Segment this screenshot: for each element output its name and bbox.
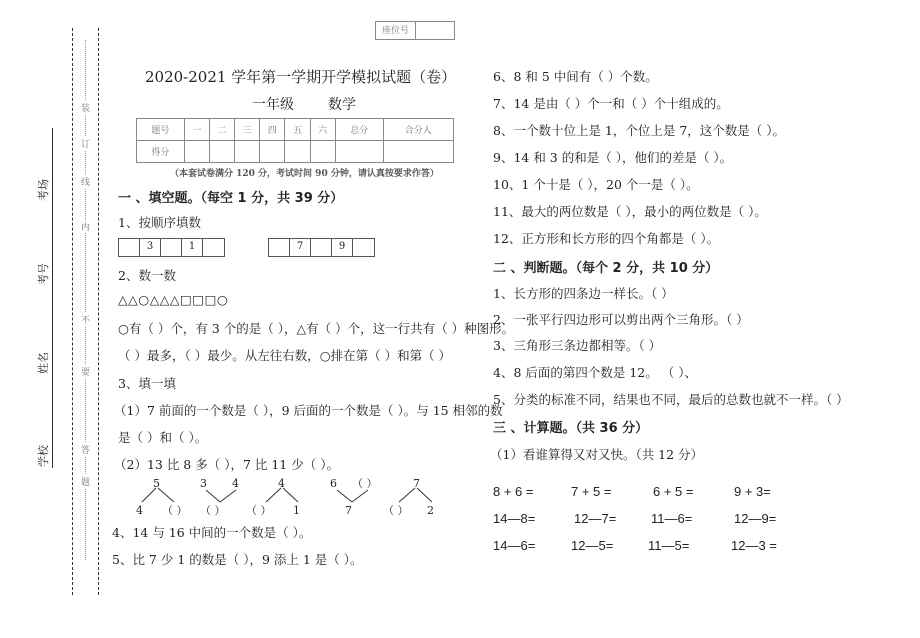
bond-number: 2 xyxy=(427,504,434,517)
header-cell: 四 xyxy=(260,119,285,141)
calc-item: 11—5= xyxy=(648,538,690,553)
field-school: 学校 xyxy=(37,445,50,467)
header-cell: 三 xyxy=(235,119,260,141)
seq-cell: 1 xyxy=(182,239,203,256)
bond-number: 7 xyxy=(345,504,352,517)
q3: 3、填一填 xyxy=(118,376,176,391)
calc-item: 12—5= xyxy=(571,538,614,553)
q2a: ○有（ ）个，有 3 个的是（ ），△有（ ）个，这一行共有（ ）种图形。 xyxy=(118,321,515,336)
header-cell: 五 xyxy=(285,119,310,141)
header-cell: 总分 xyxy=(335,119,383,141)
bond-number: 4 xyxy=(232,477,239,490)
bond-blank: （ ） xyxy=(352,477,378,490)
q1: 1、按顺序填数 xyxy=(118,215,201,230)
binding-char: 线 xyxy=(81,175,90,188)
header-cell: 二 xyxy=(209,119,234,141)
binding-char: 订 xyxy=(81,137,90,150)
bond-blank: （ ） xyxy=(246,504,272,517)
bond-blank: （ ） xyxy=(162,504,188,517)
calc-item: 12—3 = xyxy=(731,538,777,553)
q12: 12、正方形和长方形的四个角都是（ ）。 xyxy=(493,231,720,246)
field-exam-number: 考号 xyxy=(37,263,50,285)
binding-char: 内 xyxy=(81,220,90,233)
binding-char: 装 xyxy=(81,101,90,114)
calc-item: 11—6= xyxy=(651,511,693,526)
q7: 7、14 是由（ ）个一和（ ）个十组成的。 xyxy=(493,96,729,111)
calc-item: 6 + 5 = xyxy=(653,484,694,499)
header-cell: 题号 xyxy=(137,119,185,141)
grade: 一年级 xyxy=(252,97,294,113)
subject: 数学 xyxy=(328,97,356,113)
bond-number: 3 xyxy=(200,477,207,490)
section3-sub: （1）看谁算得又对又快。（共 12 分） xyxy=(490,447,704,462)
seq-cell: 7 xyxy=(290,239,311,256)
bond-number: 5 xyxy=(153,477,160,490)
q2b: （ ）最多，（ ）最少。从左往右数，○排在第（ ）和第（ ） xyxy=(118,348,452,363)
judge-item: 3、三角形三条边都相等。（ ） xyxy=(493,338,662,353)
judge-item: 4、8 后面的第四个数是 12。 （ ）、 xyxy=(493,365,697,380)
exam-note: （本套试卷满分 120 分，考试时间 90 分钟，请认真按要求作答） xyxy=(170,169,439,179)
field-exam-room: 考场 xyxy=(37,179,50,201)
seq-cell: 3 xyxy=(140,239,161,256)
row-label: 得分 xyxy=(137,141,185,163)
bond-blank: （ ） xyxy=(200,504,226,517)
q2: 2、数一数 xyxy=(118,268,176,283)
header-cell: 合分人 xyxy=(383,119,454,141)
binding-char: 不 xyxy=(81,313,90,326)
calc-item: 12—9= xyxy=(734,511,777,526)
bond-number: 6 xyxy=(330,477,337,490)
seq-cell: 9 xyxy=(332,239,353,256)
page-title: 2020-2021 学年第一学期开学模拟试题（卷） xyxy=(145,68,457,86)
number-bond-diagrams xyxy=(0,0,480,530)
bond-number: 4 xyxy=(136,504,143,517)
calc-item: 9 + 3= xyxy=(734,484,771,499)
header-cell: 一 xyxy=(184,119,209,141)
q3a-cont: 是（ ）和（ ）。 xyxy=(118,430,208,445)
bond-number: 7 xyxy=(413,477,420,490)
q4: 4、14 与 16 中间的一个数是（ ）。 xyxy=(112,525,312,540)
calc-item: 8 + 6 = xyxy=(493,484,534,499)
section2-heading: 二 、判断题。（每个 2 分，共 10 分） xyxy=(493,261,719,276)
q5: 5、比 7 少 1 的数是（ ），9 添上 1 是（ ）。 xyxy=(112,552,363,567)
binding-char: 要 xyxy=(81,365,90,378)
calc-item: 7 + 5 = xyxy=(571,484,612,499)
bond-blank: （ ） xyxy=(383,504,409,517)
bond-number: 1 xyxy=(293,504,300,517)
q9: 9、14 和 3 的和是（ ），他们的差是（ ）。 xyxy=(493,150,733,165)
q6: 6、8 和 5 中间有（ ）个数。 xyxy=(493,69,658,84)
binding-char: 答 xyxy=(81,443,90,456)
section3-heading: 三 、计算题。（共 36 分） xyxy=(493,421,649,436)
calc-item: 14—6= xyxy=(493,538,536,553)
judge-item: 5、分类的标准不同，结果也不同，最后的总数也就不一样。（ ） xyxy=(493,392,849,407)
judge-item: 2、一张平行四边形可以剪出两个三角形。（ ） xyxy=(493,312,749,327)
header-cell: 六 xyxy=(310,119,335,141)
q8: 8、一个数十位上是 1，个位上是 7，这个数是（ ）。 xyxy=(493,123,786,138)
shapes-row: △△○△△△□□□○ xyxy=(118,292,229,307)
bond-number: 4 xyxy=(278,477,285,490)
q3b: （2）13 比 8 多（ ），7 比 11 少（ ）。 xyxy=(114,457,339,472)
calc-item: 12—7= xyxy=(574,511,617,526)
calc-item: 14—8= xyxy=(493,511,536,526)
seat-label: 座位号 xyxy=(376,22,416,39)
judge-item: 1、长方形的四条边一样长。（ ） xyxy=(493,286,674,301)
q10: 10、1 个十是（ ），20 个一是（ ）。 xyxy=(493,177,699,192)
q11: 11、最大的两位数是（ ），最小的两位数是（ ）。 xyxy=(493,204,767,219)
q3a: （1）7 前面的一个数是（ ），9 后面的一个数是（ ）。与 15 相邻的数 xyxy=(114,403,503,418)
section1-heading: 一 、填空题。（每空 1 分，共 39 分） xyxy=(118,191,344,206)
field-name: 姓名 xyxy=(37,352,50,374)
binding-char: 题 xyxy=(81,475,90,488)
